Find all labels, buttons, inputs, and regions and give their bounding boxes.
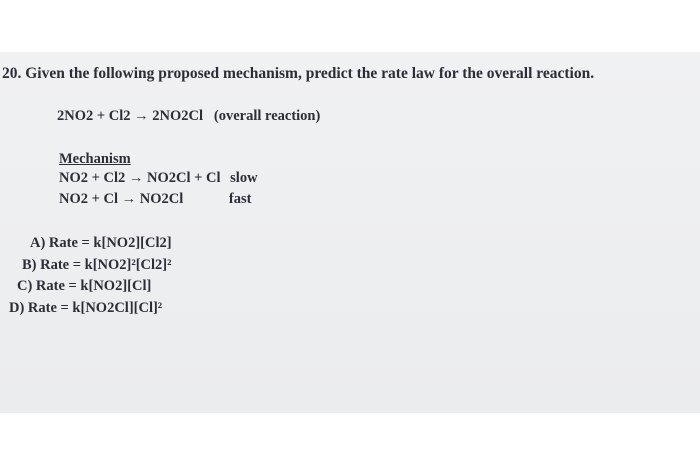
step-equation: NO2 + Cl2 → NO2Cl + Cl (59, 170, 221, 186)
mechanism-heading: Mechanism (59, 151, 131, 167)
answer-option-a: A) Rate = k[NO2][Cl2] (30, 235, 172, 251)
step-equation: NO2 + Cl → NO2Cl (59, 191, 184, 207)
answer-option-c: C) Rate = k[NO2][Cl] (17, 278, 152, 294)
answer-option-b: B) Rate = k[NO2]²[Cl2]² (22, 257, 172, 273)
overall-label: (overall reaction) (213, 108, 321, 124)
mechanism-step-2 (59, 191, 252, 208)
question-text: 20. Given the following proposed mechanism, predict the rate law for the overall reaction. (2, 65, 595, 82)
overall-equation: 2NO2 + Cl2 → 2NO2Cl (57, 108, 204, 124)
answer-option-d: D) Rate = k[NO2Cl][Cl]² (9, 300, 163, 316)
overall-reaction (57, 108, 320, 125)
step-rate: slow (230, 170, 258, 186)
mechanism-step-1 (59, 170, 258, 187)
step-rate: fast (228, 191, 252, 207)
worksheet-photo (0, 52, 700, 413)
bottom-border (0, 413, 700, 454)
